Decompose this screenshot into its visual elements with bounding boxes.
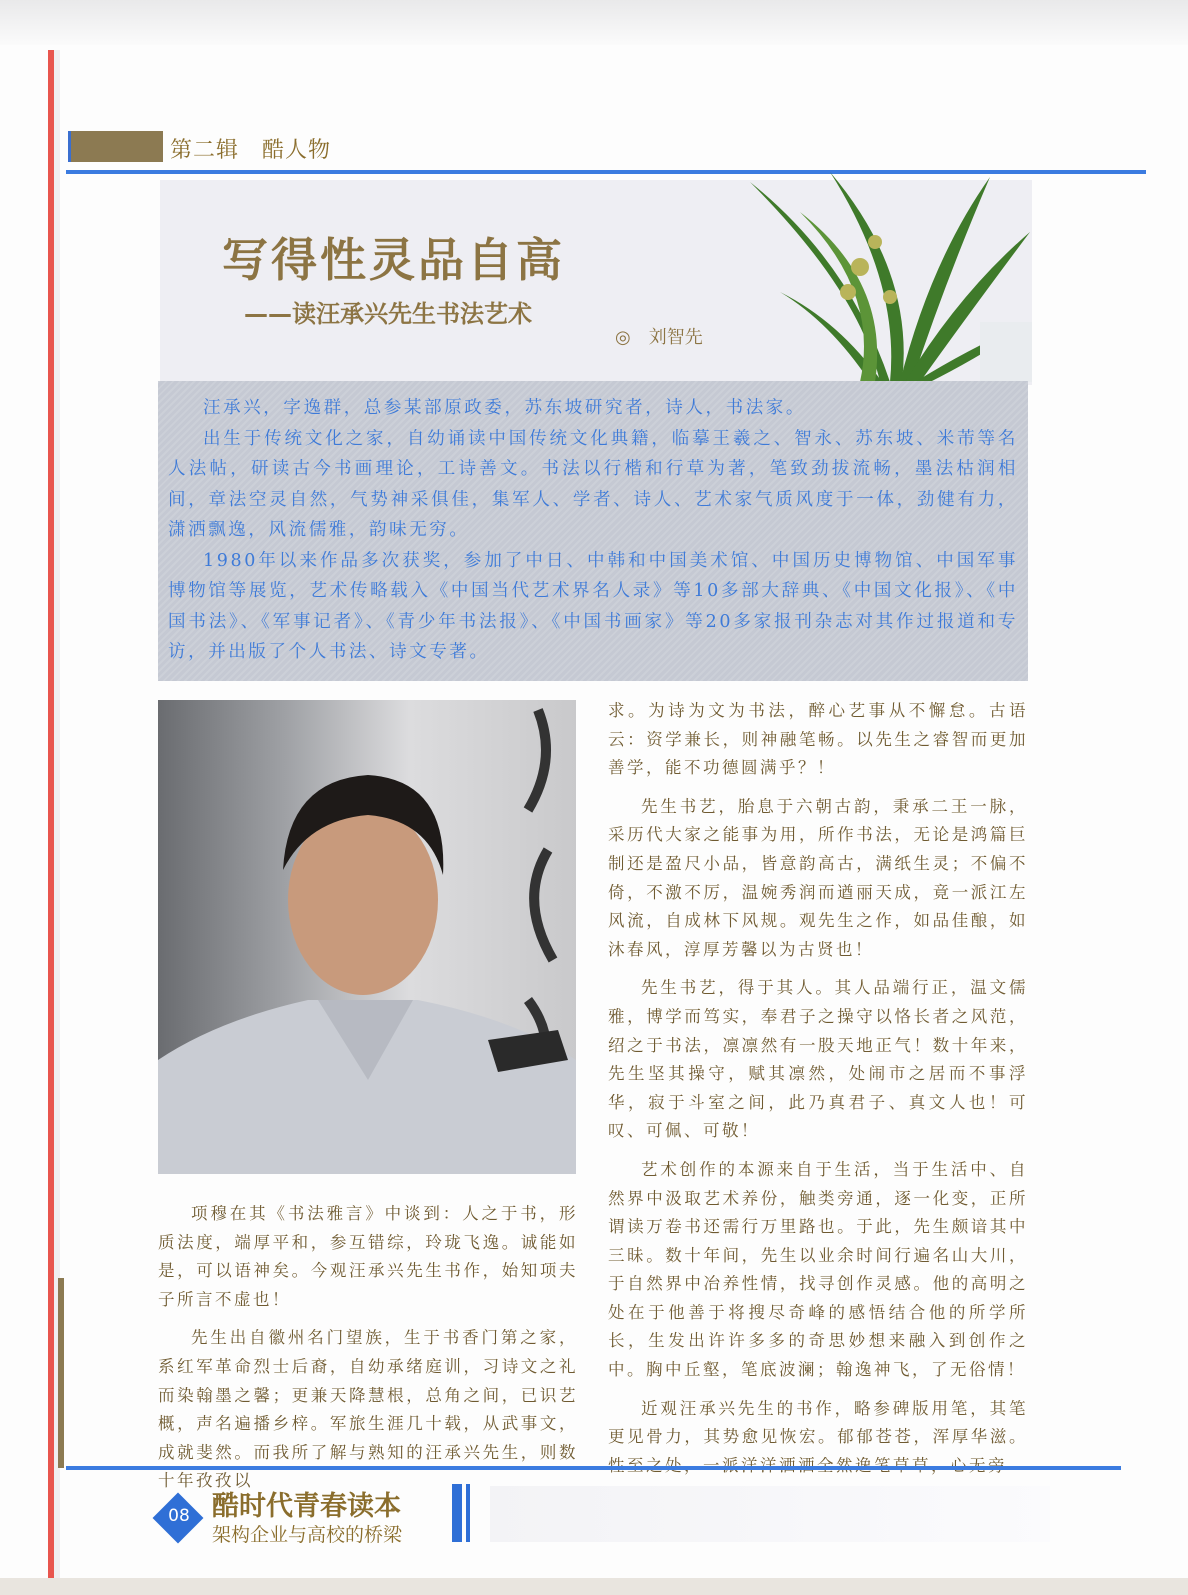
page-number: 08 bbox=[168, 1506, 190, 1526]
body-paragraph: 先生出自徽州名门望族，生于书香门第之家，系红军革命烈士后裔，自幼承绪庭训，习诗文之礼而染翰墨之馨；更兼天降慧根，总角之间，已识艺概，声名遍播乡梓。军旅生涯几十载，从武事文，成就斐然。而我所了解与熟知的汪承兴先生，则数十年孜孜以 bbox=[158, 1328, 578, 1491]
portrait-figure bbox=[158, 700, 576, 1174]
bio-paragraph: 汪承兴，字逸群，总参某部原政委，苏东坡研究者，诗人，书法家。 bbox=[203, 398, 806, 418]
footer-bar bbox=[452, 1484, 462, 1542]
magazine-name: 酷时代青春读本 bbox=[212, 1491, 401, 1522]
body-column-right bbox=[608, 697, 1028, 1459]
bio-paragraph: 出生于传统文化之家，自幼诵读中国传统文化典籍，临摹王羲之、智永、苏东坡、米芾等名人法帖，研读古今书画理论，工诗善文。书法以行楷和行草为著，笔致劲拔流畅，墨法枯润相间，章法空灵自然，气势神采俱佳，集军人、学者、诗人、艺术家气质风度于一体，劲健有力，潇洒飘逸，风流儒雅，韵味无穷。 bbox=[168, 428, 1018, 540]
pot bbox=[980, 322, 1032, 382]
footer-rule bbox=[66, 1466, 1121, 1470]
article-subtitle: ——读汪承兴先生书法艺术 bbox=[244, 300, 532, 328]
body-column-left bbox=[158, 1200, 578, 1491]
body-paragraph: 艺术创作的本源来自于生活，当于生活中、自然界中汲取艺术养份，触类旁通，逐一化变，正所谓读万卷书还需行万里路也。于此，先生颇谙其中三昧。数十年间，先生以业余时间行遍名山大川，于自然界中冶养性情，找寻创作灵感。他的高明之处在于他善于将搜尽奇峰的感悟结合他的所学所长，生发出许许多多的奇思妙想来融入到创作之中。胸中丘壑，笔底波澜；翰逸神飞，了无俗情！ bbox=[608, 1159, 1028, 1380]
show-through-area bbox=[490, 1486, 1050, 1542]
scan-bottom-margin bbox=[0, 1578, 1188, 1595]
body-paragraph: 先生书艺，得于其人。其人品端行正，温文儒雅，博学而笃实，奉君子之操守以恪长者之风范，绍之于书法，凛凛然有一股天地正气！数十年来，先生坚其操守，赋其凛然，处闹市之居而不事浮华，寂于斗室之间，此乃真君子、真文人也！可叹、可佩、可敬！ bbox=[608, 978, 1028, 1141]
margin-accent bbox=[58, 1278, 64, 1468]
footer-bar-thin bbox=[466, 1484, 470, 1542]
article-title: 写得性灵品自高 bbox=[222, 233, 565, 287]
scan-top-margin bbox=[0, 0, 1188, 45]
body-paragraph: 求。为诗为文为书法，醉心艺事从不懈怠。古语云：资学兼长，则神融笔畅。以先生之睿智而更加善学，能不功德圆满乎？！ bbox=[608, 701, 1028, 778]
orchid-illustration bbox=[740, 172, 1032, 382]
section-marker-block bbox=[68, 131, 163, 162]
magazine-slogan: 架构企业与高校的桥梁 bbox=[212, 1524, 403, 1546]
section-title: 第二辑 酷人物 bbox=[170, 138, 332, 163]
bio-paragraph: 1980年以来作品多次获奖，参加了中日、中韩和中国美术馆、中国历史博物馆、中国军事博物馆等展览，艺术传略载入《中国当代艺术界名人录》等10多部大辞典、《中国文化报》、《中国书法》、《军事记者》、《青少年书法报》、《中国书画家》等20多家报刊杂志对其作过报道和专访，并出版了个人书法、诗文专著。 bbox=[168, 550, 1018, 662]
body-paragraph: 项穆在其《书法雅言》中谈到：人之于书，形质法度，端厚平和，参互错综，玲珑飞逸。诚能如是，可以语神矣。今观汪承兴先生书作，始知项夫子所言不虚也！ bbox=[158, 1204, 578, 1309]
author-bio-box bbox=[158, 381, 1028, 681]
article-author: ◎ 刘智先 bbox=[615, 327, 703, 348]
body-paragraph: 近观汪承兴先生的书作，略参碑版用笔，其笔更见骨力，其势愈见恢宏。郁郁苍苍，浑厚华滋。 bbox=[608, 1398, 1028, 1447]
body-paragraph: 先生书艺，胎息于六朝古韵，秉承二王一脉，采历代大家之能事为用，所作书法，无论是鸿篇巨制还是盈尺小品，皆意韵高古，满纸生灵；不偏不倚，不激不厉，温婉秀润而遒丽天成，竟一派江左风流，自成林下风规。观先生之作，如品佳酿，如沐春风，淳厚芳馨以为古贤也！ bbox=[608, 796, 1028, 959]
portrait-photo bbox=[158, 700, 576, 1174]
